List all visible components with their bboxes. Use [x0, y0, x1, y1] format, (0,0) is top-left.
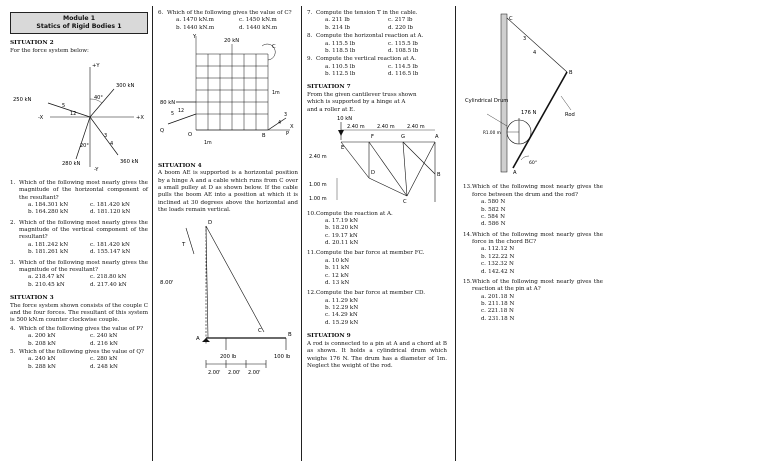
- choice[interactable]: d. 220 lb: [388, 24, 413, 31]
- fig4-label: E: [341, 145, 345, 152]
- fig1-label: 3: [104, 133, 108, 140]
- choice[interactable]: c. 217 lb: [388, 17, 413, 24]
- choices: [307, 258, 447, 288]
- fig5-label: 176 N: [521, 110, 537, 116]
- question-6: [158, 10, 298, 17]
- question-10: [307, 211, 447, 218]
- choice[interactable]: b. 112.5 lb: [325, 71, 356, 77]
- choice[interactable]: b. 211.18 N: [481, 301, 515, 307]
- question-number: 1.: [10, 179, 16, 186]
- choice[interactable]: c. 218.80 kN: [90, 274, 127, 281]
- fig4-label: D: [371, 170, 375, 177]
- fig2-label: 12: [178, 109, 185, 115]
- question-number: 13.: [463, 184, 472, 191]
- fig1-label: 250 kN: [13, 97, 32, 104]
- choice[interactable]: a. 184.301 kN: [28, 201, 69, 208]
- choice[interactable]: a. 17.19 kN: [325, 217, 358, 224]
- situation-2-text: For the force system below:: [10, 48, 89, 55]
- choice[interactable]: c. 280 kN: [90, 356, 118, 363]
- fig2-label: 80 kN: [160, 100, 176, 107]
- situation-2-title: SITUATION 2: [10, 40, 54, 47]
- choice[interactable]: b. 122.22 N: [481, 253, 515, 260]
- choice[interactable]: d. 217.40 kN: [90, 281, 127, 288]
- fig2-label: 3: [284, 113, 288, 119]
- choice[interactable]: d. 108.5 lb: [388, 47, 419, 54]
- choice[interactable]: c. 221.18 N: [481, 308, 514, 315]
- question-text: Compute the vertical reaction at A.: [316, 56, 417, 63]
- fig2-label: B: [262, 133, 266, 140]
- column-4: [463, 0, 603, 466]
- choice[interactable]: c. 1450 kN.m: [239, 17, 277, 24]
- choice[interactable]: b. 1440 kN.m: [176, 24, 215, 31]
- choices: [10, 274, 148, 289]
- question-number: 10.: [307, 210, 316, 217]
- fig5-label: C: [509, 16, 513, 22]
- choice[interactable]: a. 181.242 kN: [28, 241, 69, 248]
- fig1-label: -X: [38, 115, 44, 122]
- fig3-label: B: [288, 332, 292, 339]
- fig2-label: 5: [171, 112, 175, 118]
- fig3-label: 2.00': [228, 370, 241, 377]
- question-number: 9.: [307, 56, 313, 63]
- fig3-label: 100 lb: [274, 354, 291, 361]
- choice[interactable]: c. 132.32 N: [481, 261, 514, 268]
- boom-figure: [158, 214, 298, 384]
- fig4-label: A: [435, 134, 439, 141]
- choice[interactable]: a. 201.18 N: [481, 293, 515, 300]
- question-text: Compute the bar force at member FC.: [316, 250, 425, 257]
- choice[interactable]: d. 181.120 kN: [90, 209, 131, 216]
- question-number: 3.: [10, 259, 16, 266]
- fig1-label: 20°: [80, 143, 89, 150]
- fig3-label: A: [196, 336, 200, 343]
- fig1-label: 360 kN: [120, 159, 139, 166]
- choices: [307, 64, 447, 79]
- choice[interactable]: a. 580 N: [481, 199, 506, 206]
- question-5: [10, 349, 148, 356]
- question-4: [10, 326, 148, 333]
- fig3-label: C: [258, 328, 262, 335]
- question-text: Which of the following gives the value of C?: [167, 10, 292, 16]
- question-9: [307, 56, 447, 63]
- choices: [463, 246, 603, 276]
- fig1-label: 5: [62, 103, 66, 110]
- question-number: 2.: [10, 219, 16, 226]
- choice[interactable]: b. 164.280 kN: [28, 209, 69, 216]
- choice[interactable]: c. 584 N: [481, 213, 506, 220]
- choice[interactable]: d. 142.42 N: [481, 268, 515, 275]
- question-text: Which of the following most nearly gives the force in the chord BC?: [472, 231, 603, 245]
- choice[interactable]: c. 12 kN: [325, 272, 349, 279]
- fig3-label: 2.00': [208, 370, 221, 377]
- fig4-label: C: [403, 199, 407, 206]
- fig1-label: 4: [110, 141, 114, 148]
- situation-7-text: From the given cantilever truss shown which is supported by a hinge at A and a roller at E.: [307, 92, 417, 113]
- choice[interactable]: b. 11 kN: [325, 265, 350, 272]
- choice[interactable]: d. 155.147 kN: [90, 249, 131, 256]
- choice[interactable]: b. 12.29 kN: [325, 305, 359, 312]
- question-2: [10, 220, 148, 242]
- choice[interactable]: c. 114.5 lb: [388, 63, 418, 70]
- question-text: Which of the following most nearly gives the magnitude of the horizontal component of the resultant?: [19, 179, 148, 201]
- choices: [307, 298, 447, 328]
- question-15: [463, 279, 603, 294]
- fig1-label: 40°: [94, 95, 103, 102]
- situation-9-text: A rod is connected to a pin at A and a chord at B as shown. It holds a cylindrical drum which weighs 176 N. The drum has a diameter of 1m. Neglect the weight of the rod.: [307, 340, 447, 369]
- fig2-label: O: [188, 132, 193, 139]
- fig4-label: 2.40 m: [309, 154, 327, 161]
- question-number: 12.: [307, 290, 316, 297]
- choice[interactable]: d. 15.29 kN: [325, 319, 359, 326]
- situation-3-text: The force system shown consists of the couple C and the four forces. The resultant of this system is 500 kN.m counter clockwise couple.: [10, 302, 148, 324]
- question-number: 15.: [463, 278, 472, 285]
- truss-figure: [307, 114, 447, 206]
- fig1-label: 280 kN: [62, 161, 81, 168]
- fig4-label: G: [401, 134, 406, 141]
- fig2-label: Y: [193, 34, 197, 41]
- fig1-label: +X: [136, 115, 144, 122]
- fig2-label: 4: [278, 121, 282, 127]
- question-12: [307, 290, 447, 297]
- choice[interactable]: c. 240 kN: [90, 333, 118, 340]
- choice[interactable]: b. 208 kN: [28, 340, 56, 347]
- question-text: Which of the following gives the value of Q?: [19, 348, 144, 355]
- choices: [10, 333, 148, 348]
- question-11: [307, 250, 447, 257]
- choice[interactable]: b. 210.45 kN: [28, 281, 65, 288]
- fig1-label: 12: [70, 111, 77, 118]
- question-8: [307, 33, 447, 40]
- choice[interactable]: a. 1470 kN.m: [176, 17, 214, 24]
- fig5-label: B: [569, 70, 573, 76]
- question-number: 6.: [158, 10, 164, 16]
- situation-9-title: SITUATION 9: [307, 333, 351, 340]
- question-3: [10, 260, 148, 275]
- choice[interactable]: d. 231.18 N: [481, 315, 515, 322]
- question-1: [10, 180, 148, 202]
- question-text: Compute the reaction at A.: [316, 210, 393, 217]
- choices: [307, 17, 447, 32]
- fig2-label: C: [272, 44, 276, 51]
- question-number: 14.: [463, 231, 472, 238]
- choices: [463, 199, 603, 229]
- column-divider: [455, 6, 456, 461]
- choice[interactable]: c. 181.420 kN: [90, 241, 130, 248]
- fig1-label: -Y: [94, 167, 99, 174]
- fig2-label: X: [290, 124, 294, 131]
- choice[interactable]: b. 181.261 kN: [28, 249, 69, 256]
- question-13: [463, 184, 603, 199]
- choice[interactable]: b. 214 lb: [325, 24, 350, 31]
- choice[interactable]: d. 1440 kN.m: [239, 24, 278, 31]
- fig2-label: 1m: [204, 141, 212, 147]
- question-text: Compute the tension T in the cable.: [316, 10, 418, 16]
- choice[interactable]: c. 14.29 kN: [325, 312, 358, 319]
- question-text: Which of the following gives the value of P?: [19, 325, 144, 332]
- fig3-label: D: [208, 220, 213, 227]
- question-text: Which of the following most nearly gives the reaction at the pin at A?: [472, 278, 603, 293]
- question-text: Which of the following most nearly gives the force between the drum and the rod?: [472, 184, 603, 198]
- fig3-label: 8.00': [160, 280, 174, 287]
- choices: [10, 202, 148, 217]
- question-text: Compute the horizontal reaction at A.: [316, 33, 424, 40]
- fig5-label: 3: [523, 36, 527, 42]
- fig2-label: Q: [160, 128, 165, 135]
- column-1: [10, 0, 148, 466]
- column-2: [158, 0, 298, 466]
- choices: [463, 294, 603, 324]
- fig4-label: 2.40 m: [377, 124, 395, 131]
- question-number: 8.: [307, 33, 313, 40]
- choice[interactable]: d. 13 kN: [325, 279, 350, 286]
- choice[interactable]: a. 211 lb: [325, 17, 350, 24]
- choices: [307, 218, 447, 248]
- choices: [307, 41, 447, 56]
- choice[interactable]: a. 112.12 N: [481, 246, 515, 253]
- choice[interactable]: a. 240 kN: [28, 356, 56, 363]
- fig2-label: 20 kN: [224, 38, 240, 45]
- fig5-label: R1.00 m: [483, 130, 501, 135]
- fig4-label: 1.00 m: [309, 182, 327, 189]
- choice[interactable]: a. 200 kN: [28, 333, 56, 340]
- column-divider: [152, 6, 153, 461]
- question-text: Which of the following most nearly gives the magnitude of the vertical component of the resultant?: [19, 219, 148, 241]
- fig3-label: 2.00': [248, 370, 261, 377]
- choice[interactable]: b. 582 N: [481, 206, 506, 213]
- fig1-label: +Y: [92, 63, 100, 70]
- fig5-label: 4: [533, 50, 537, 56]
- choice[interactable]: a. 115.5 lb: [325, 40, 356, 47]
- fig2-label: P: [286, 131, 290, 138]
- choices: [10, 242, 148, 257]
- situation-3-title: SITUATION 3: [10, 295, 54, 302]
- question-14: [463, 232, 603, 247]
- fig4-label: 10 kN: [337, 116, 353, 123]
- fig5-label: A: [513, 170, 517, 176]
- fig5-label: 60°: [529, 161, 538, 166]
- choices: [158, 17, 298, 32]
- question-text: Which of the following most nearly gives the magnitude of the resultant?: [19, 259, 148, 273]
- situation-7-title: SITUATION 7: [307, 84, 351, 91]
- situation-4-title: SITUATION 4: [158, 162, 202, 169]
- module-header: [10, 12, 148, 34]
- drum-rod-figure: [463, 10, 603, 178]
- choice[interactable]: c. 181.420 kN: [90, 201, 130, 208]
- choice[interactable]: a. 11.29 kN: [325, 297, 358, 304]
- choice[interactable]: c. 19.17 kN: [325, 232, 358, 239]
- question-text: Compute the bar force at member CD.: [316, 290, 426, 297]
- choice[interactable]: c. 115.5 lb: [388, 40, 418, 47]
- choice[interactable]: a. 218.47 kN: [28, 274, 65, 281]
- fig4-label: F: [371, 134, 374, 141]
- fig3-label: 200 lb: [220, 354, 237, 361]
- grid-force-figure: [158, 32, 298, 157]
- choice[interactable]: d. 248 kN: [90, 363, 118, 370]
- fig5-label: Cylindrical Drum: [465, 98, 509, 104]
- choice[interactable]: a. 110.5 lb: [325, 63, 356, 70]
- fig4-label: B: [437, 172, 441, 179]
- question-number: 11.: [307, 250, 316, 257]
- fig4-label: 2.40 m: [407, 124, 425, 131]
- choice[interactable]: a. 10 kN: [325, 257, 350, 264]
- fig3-label: T: [182, 242, 186, 249]
- fig2-label: 1m: [272, 91, 280, 97]
- question-number: 4.: [10, 325, 16, 332]
- choice[interactable]: d. 586 N: [481, 221, 506, 228]
- choice[interactable]: b. 118.5 lb: [325, 47, 356, 54]
- force-system-figure: [10, 55, 148, 173]
- column-divider: [301, 6, 302, 461]
- situation-4-text: A boom AE is supported is a horizontal position by a hinge A and a cable which runs from C over a small pulley at D as shown below. If the cable pulls the boom AE into a position at which it is inclined at 30 degrees above the horizontal and the loads remain vertical.: [158, 170, 298, 214]
- module-title: Module 1: [62, 15, 96, 22]
- choice[interactable]: d. 116.5 lb: [388, 71, 419, 77]
- question-7: [307, 10, 447, 17]
- fig4-label: 1.00 m: [309, 196, 327, 203]
- fig4-label: 2.40 m: [347, 124, 365, 131]
- question-number: 7.: [307, 10, 313, 16]
- choice[interactable]: d. 216 kN: [90, 340, 118, 347]
- choice[interactable]: d. 20.11 kN: [325, 240, 359, 247]
- module-subtitle: Statics of Rigid Bodies 1: [36, 23, 122, 31]
- choices: [10, 356, 148, 371]
- choice[interactable]: b. 288 kN: [28, 363, 56, 370]
- choice[interactable]: b. 18.20 kN: [325, 225, 359, 232]
- fig5-label: Rod: [565, 112, 575, 118]
- fig1-label: 300 kN: [116, 83, 135, 90]
- question-number: 5.: [10, 348, 16, 355]
- column-3: [307, 0, 447, 466]
